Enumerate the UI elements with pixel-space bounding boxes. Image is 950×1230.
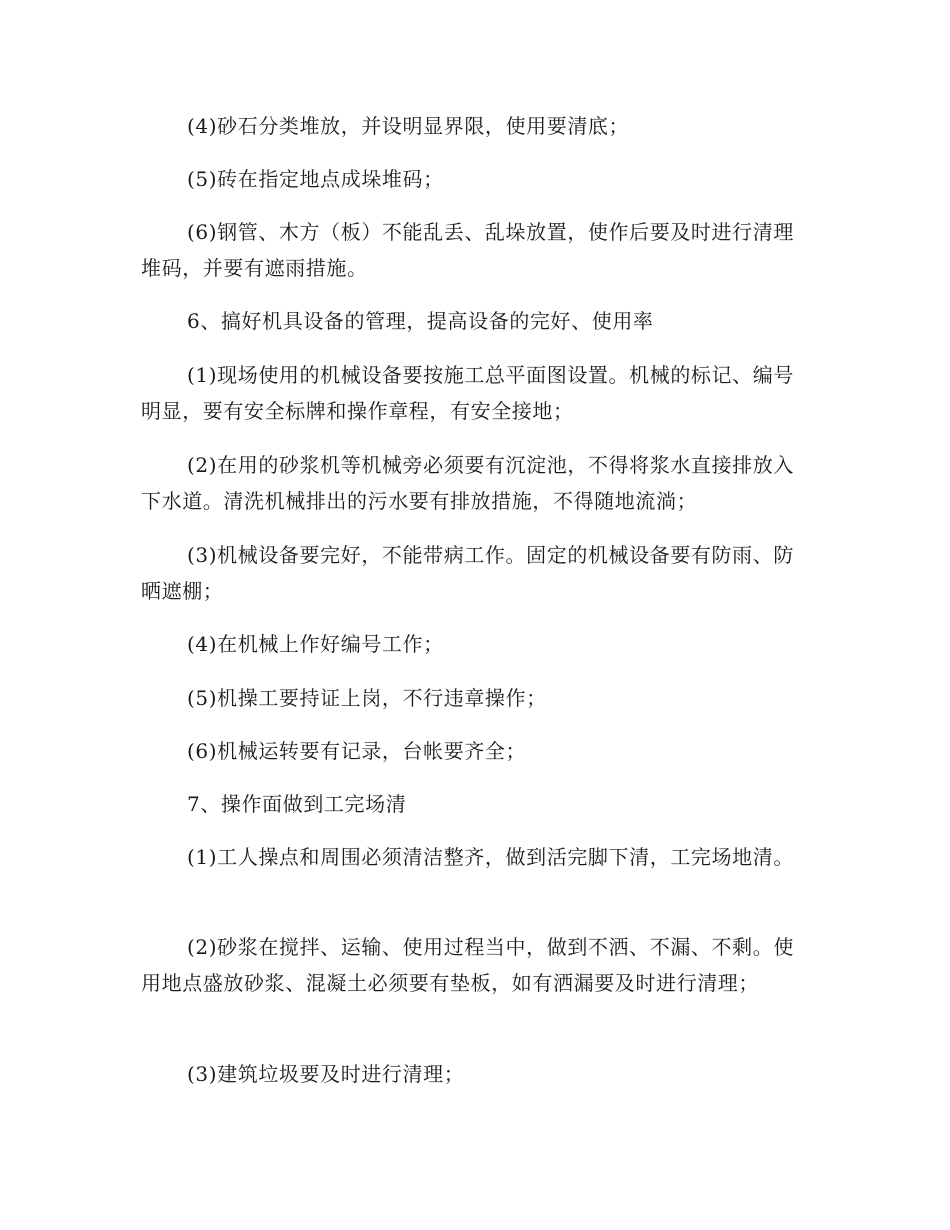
section-heading-7: 7、操作面做到工完场清	[187, 792, 407, 816]
paragraph-steel-pipes: (6)钢管、木方（板）不能乱丢、乱垛放置，使作后要及时进行清理堆码，并要有遮雨措施。	[141, 220, 794, 280]
paragraph-sedimentation-tank: (2)在用的砂浆机等机械旁必须要有沉淀池，不得将浆水直接排放入下水道。清洗机械排出的污水要有排放措施，不得随地流淌；	[141, 453, 794, 513]
paragraph-bricks: (5)砖在指定地点成垛堆码；	[187, 167, 444, 191]
paragraph-work-area-clean: (1)工人操点和周围必须清洁整齐，做到活完脚下清，工完场地清。	[187, 845, 794, 869]
paragraph-sand-gravel: (4)砂石分类堆放，并设明显界限，使用要清底；	[187, 114, 630, 138]
paragraph-records: (6)机械运转要有记录，台帐要齐全；	[187, 739, 527, 763]
paragraph-mortar-handling: (2)砂浆在搅拌、运输、使用过程当中，做到不洒、不漏、不剩。使用地点盛放砂浆、混凝土必须要有垫板，如有洒漏要及时进行清理；	[141, 935, 794, 995]
paragraph-numbering: (4)在机械上作好编号工作；	[187, 632, 444, 656]
paragraph-equipment-condition: (3)机械设备要完好，不能带病工作。固定的机械设备要有防雨、防晒遮棚；	[141, 543, 794, 603]
paragraph-construction-waste: (3)建筑垃圾要及时进行清理；	[187, 1062, 465, 1086]
paragraph-operator-cert: (5)机操工要持证上岗，不行违章操作；	[187, 686, 547, 710]
paragraph-machinery-placement: (1)现场使用的机械设备要按施工总平面图设置。机械的标记、编号明显，要有安全标牌和操作章程，有安全接地；	[141, 363, 794, 423]
section-heading-6: 6、搞好机具设备的管理，提高设备的完好、使用率	[187, 309, 654, 333]
